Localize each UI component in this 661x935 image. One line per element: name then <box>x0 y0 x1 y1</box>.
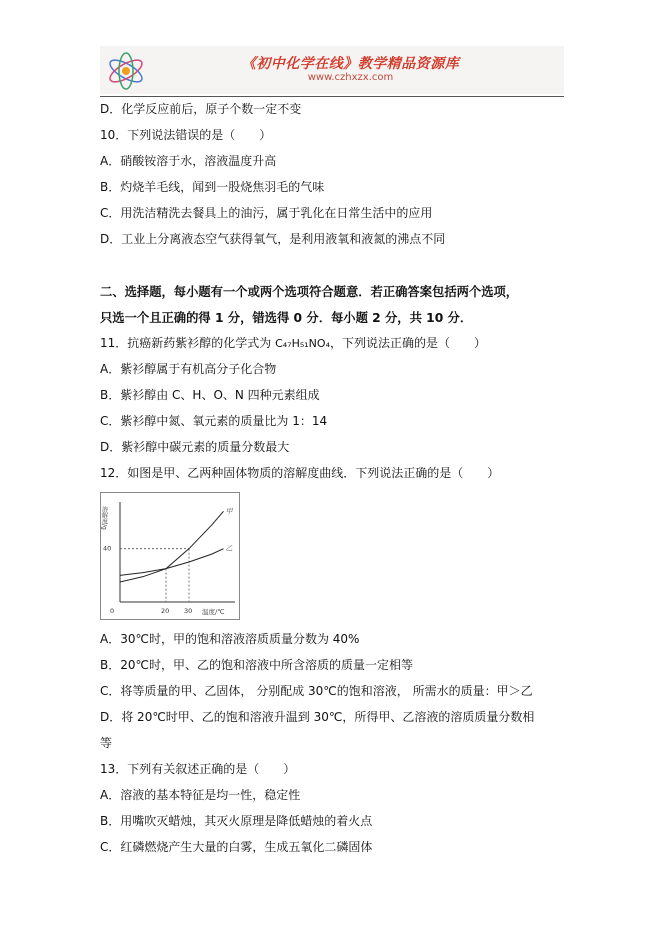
x-axis-label: 温度/℃ <box>202 608 225 616</box>
q10-option-a: A．硝酸铵溶于水，溶液温度升高 <box>100 154 277 168</box>
q9-option-d: D．化学反应前后，原子个数一定不变 <box>100 102 302 116</box>
x-tick-label: 0 <box>110 607 115 615</box>
y-tick-label: 40 <box>103 544 112 553</box>
q12-stem: 12．如图是甲、乙两种固体物质的溶解度曲线．下列说法正确的是（ ） <box>100 466 500 480</box>
q11-stem <box>100 335 486 352</box>
section2-heading-line2: 只选一个且正确的得 1 分，错选得 0 分．每小题 2 分，共 10 分． <box>100 311 473 325</box>
q10-option-c: C．用洗洁精洗去餐具上的油污，属于乳化在日常生活中的应用 <box>100 206 433 220</box>
q13-option-b: B．用嘴吹灭蜡烛，其灭火原理是降低蜡烛的着火点 <box>100 814 373 828</box>
header-url: www.czhxzx.com <box>307 72 394 83</box>
q11-option-c: C．紫衫醇中氮、氧元素的质量比为 1：14 <box>100 414 328 428</box>
q12-option-b: B．20℃时，甲、乙的饱和溶液中所含溶质的质量一定相等 <box>100 658 413 672</box>
q10-option-d: D．工业上分离液态空气获得氧气，是利用液氧和液氮的沸点不同 <box>100 232 446 246</box>
q12-option-d-cont: 等 <box>100 736 113 750</box>
q12-option-a: A．30℃时，甲的饱和溶液溶质质量分数为 40% <box>100 632 360 646</box>
chart-frame <box>101 493 240 620</box>
x-tick-label: 20 <box>161 607 170 615</box>
x-tick-label: 30 <box>184 607 193 615</box>
q13-stem: 13．下列有关叙述正确的是（ ） <box>100 762 296 776</box>
y-axis-label: 溶解度/g <box>100 506 108 530</box>
series-label-乙: 乙 <box>225 544 233 553</box>
q11-stem-tail: ，下列说法正确的是（ ） <box>329 336 486 350</box>
series-label-甲: 甲 <box>225 507 233 516</box>
series-line-乙 <box>120 549 224 576</box>
q10-stem: 10．下列说法错误的是（ ） <box>100 128 272 142</box>
q11-option-d: D．紫衫醇中碳元素的质量分数最大 <box>100 440 290 454</box>
q11-formula: C₄₇H₅₁NO₄ <box>275 337 330 350</box>
q12-option-d: D．将 20℃时甲、乙的饱和溶液升温到 30℃，所得甲、乙溶液的溶质质量分数相 <box>100 710 535 724</box>
solubility-chart <box>100 492 240 620</box>
q12-option-c: C．将等质量的甲、乙固体， 分别配成 30℃的饱和溶液， 所需水的质量：甲＞乙 <box>100 684 533 698</box>
q11-option-b: B．紫衫醇由 C、H、O、N 四种元素组成 <box>100 388 320 402</box>
q13-option-c: C．红磷燃烧产生大量的白雾，生成五氧化二磷固体 <box>100 840 373 854</box>
header-title: 《初中化学在线》教学精品资源库 <box>241 56 460 72</box>
section2-heading-line1: 二、选择题，每小题有一个或两个选项符合题意．若正确答案包括两个选项， <box>100 285 519 299</box>
header-divider <box>100 96 564 97</box>
q11-option-a: A．紫衫醇属于有机高分子化合物 <box>100 362 277 376</box>
series-line-甲 <box>120 511 224 582</box>
q13-option-a: A．溶液的基本特征是均一性，稳定性 <box>100 788 301 802</box>
q11-stem-text: 11．抗癌新药紫衫醇的化学式为 <box>100 336 276 350</box>
q10-option-b: B．灼烧羊毛线，闻到一股烧焦羽毛的气味 <box>100 180 325 194</box>
